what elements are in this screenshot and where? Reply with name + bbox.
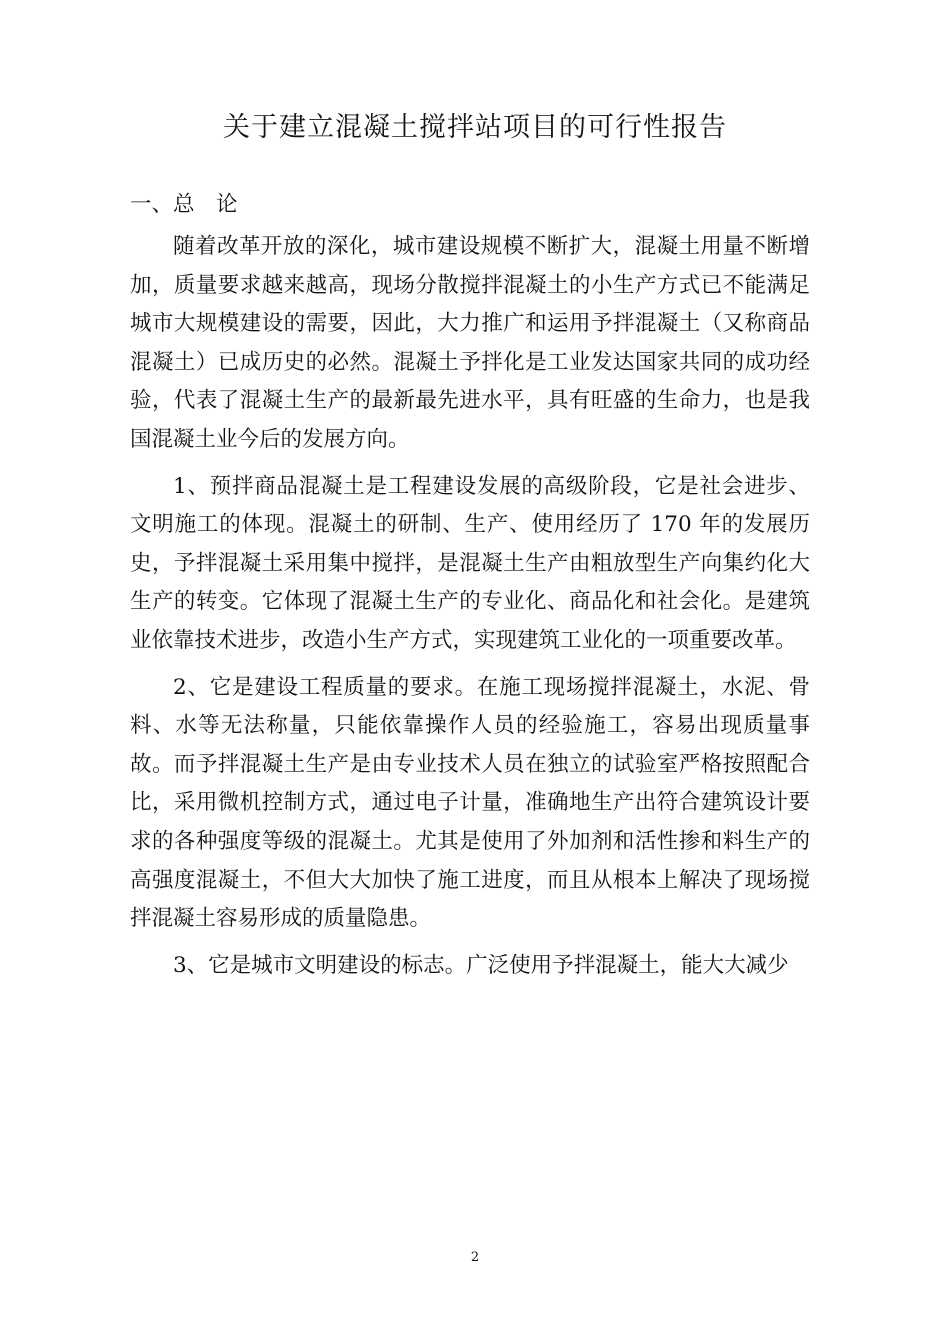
paragraph-point-3: 3、它是城市文明建设的标志。广泛使用予拌混凝土，能大大减少 <box>173 952 789 978</box>
paragraph-point-1: 1、预拌商品混凝土是工程建设发展的高级阶段，它是社会进步、文明施工的体现。混凝土的研制、生产、使用经历了 170 年的发展历史，予拌混凝土采用集中搅拌，是混凝土生产由粗放型生产向集约化大生产的转变。它体现了混凝土生产的专业化、商品化和社会化。是建筑业依靠技术进步，改造小生产方式，实现建筑工业化的一项重要改革。 <box>130 473 810 653</box>
page-number: 2 <box>470 1250 480 1265</box>
document-body <box>130 186 810 993</box>
paragraph-intro: 随着改革开放的深化，城市建设规模不断扩大，混凝土用量不断增加，质量要求越来越高，现场分散搅拌混凝土的小生产方式已不能满足城市大规模建设的需要，因此，大力推广和运用予拌混凝土（又称商品混凝土）已成历史的必然。混凝土予拌化是工业发达国家共同的成功经验，代表了混凝土生产的最新最先进水平，具有旺盛的生命力，也是我国混凝土业今后的发展方向。 <box>130 234 810 452</box>
section-heading: 一、总 论 <box>130 192 238 217</box>
document-title: 关于建立混凝土搅拌站项目的可行性报告 <box>223 112 727 143</box>
paragraph-point-2: 2、它是建设工程质量的要求。在施工现场搅拌混凝土，水泥、骨料、水等无法称量，只能依靠操作人员的经验施工，容易出现质量事故。而予拌混凝土生产是由专业技术人员在独立的试验室严格按照配合比，采用微机控制方式，通过电子计量，准确地生产出符合建筑设计要求的各种强度等级的混凝土。尤其是使用了外加剂和活性掺和料生产的高强度混凝土，不但大大加快了施工进度，而且从根本上解决了现场搅拌混凝土容易形成的质量隐患。 <box>130 674 810 932</box>
